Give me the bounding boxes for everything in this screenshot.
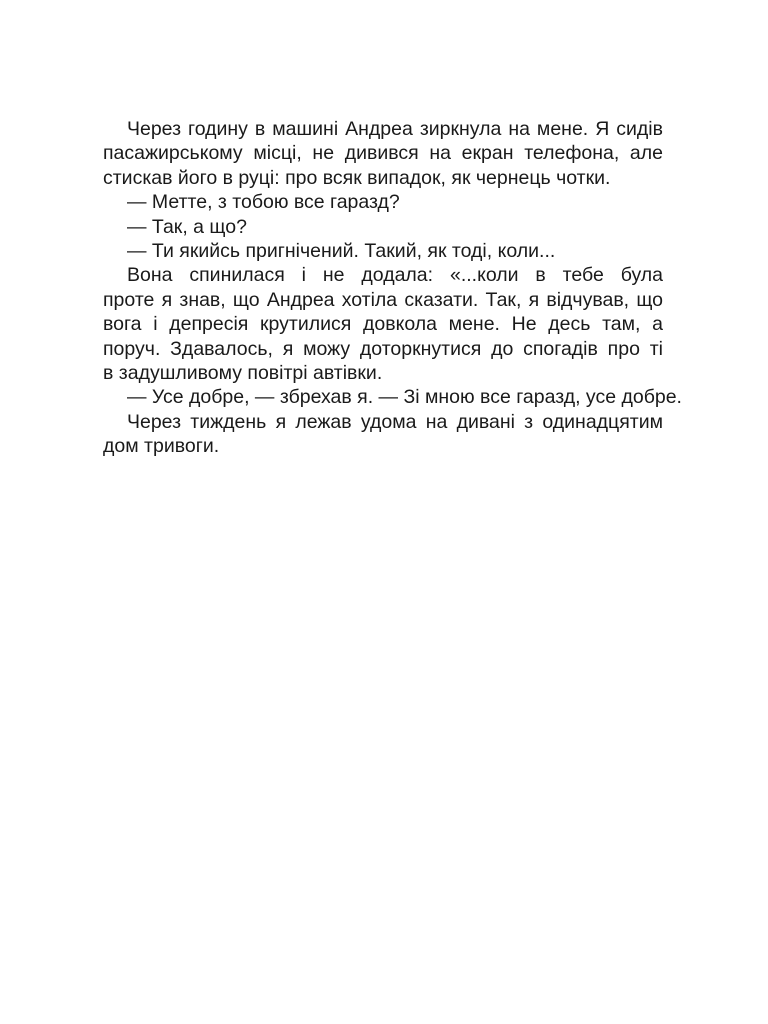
text-line: в задушливому повітрі автівки. — [103, 361, 383, 384]
text-line: стискав його в руці: про всяк випадок, як чернець чотки. — [103, 166, 611, 189]
text-line: Вона спинилася і не додала: «...коли в тебе була — [127, 264, 663, 287]
text-line: Через тиждень я лежав удома на дивані з одинадцятим — [127, 410, 663, 433]
text-line: пасажирському місці, не дивився на екран телефона, але — [103, 142, 663, 165]
text-line: Через годину в машині Андреа зиркнула на мене. Я сидів — [127, 118, 663, 140]
text-line: вога і депресія крутилися довкола мене. Не десь там, а — [103, 313, 663, 336]
dialogue-line: — Ти якийсь пригнічений. Такий, як тоді, коли... — [127, 239, 556, 262]
text-line: проте я знав, що Андреа хотіла сказати. Так, я відчував, що — [103, 288, 663, 311]
text-line: поруч. Здавалось, я можу доторкнутися до спогадів про ті — [103, 337, 663, 360]
dialogue-line: — Так, а що? — [127, 215, 247, 238]
dialogue-line: — Усе добре, — збрехав я. — Зі мною все гаразд, усе добре. — [127, 386, 682, 409]
body-text — [103, 117, 682, 458]
dialogue-line: — Метте, з тобою все гаразд? — [127, 191, 400, 214]
text-line: дом тривоги. — [103, 435, 220, 458]
